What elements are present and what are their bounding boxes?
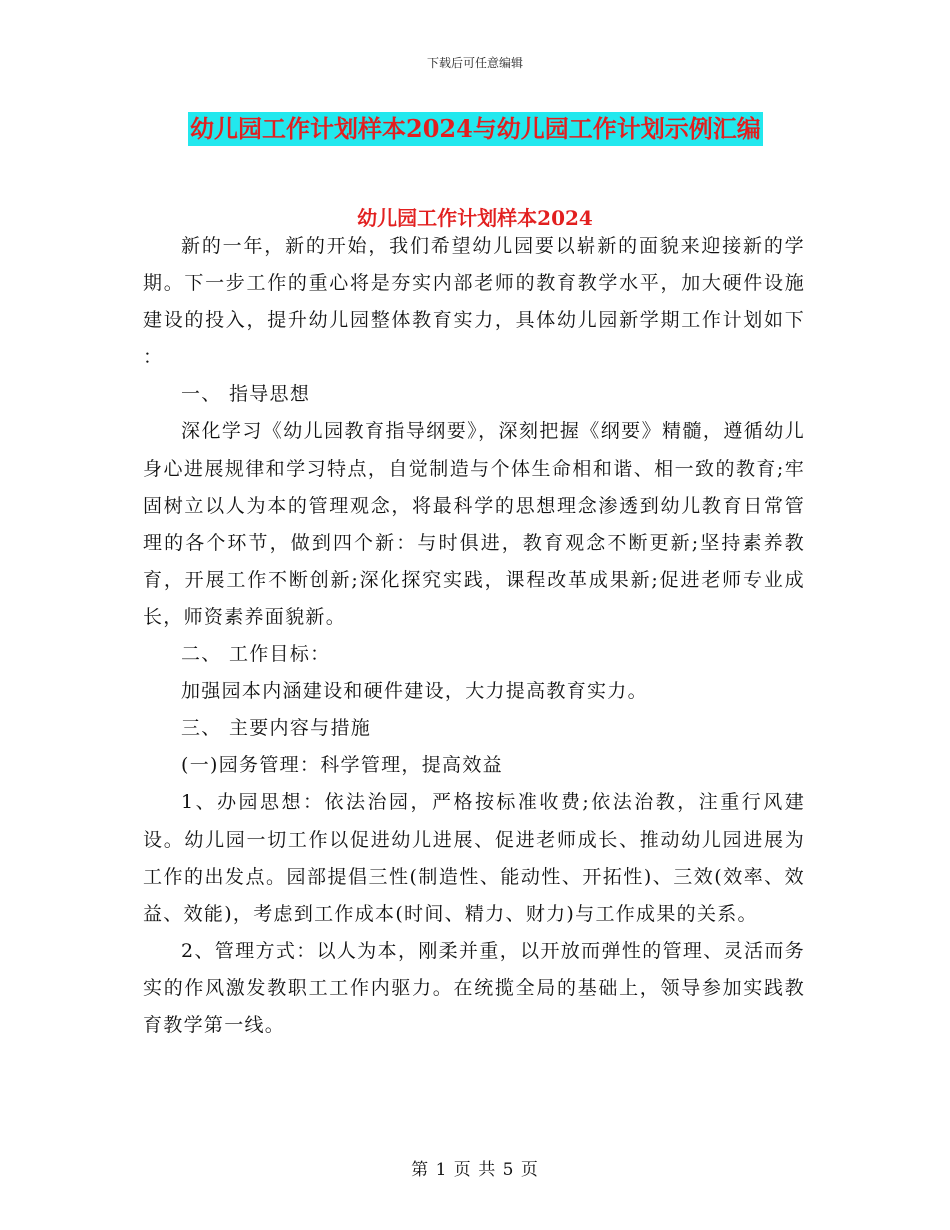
header-note: 下载后可任意编辑 bbox=[426, 56, 523, 70]
paragraph-work-goal: 加强园本内涵建设和硬件建设，大力提高教育实力。 bbox=[181, 680, 648, 703]
paragraph-intro: 新的一年，新的开始，我们希望幼儿园要以崭新的面貌来迎接新的学期。下一步工作的重心将是夯实内部老师的教育教学水平，加大硬件设施建设的投入，提升幼儿园整体教育实力，具体幼儿园新学期工作计划如下 ： bbox=[143, 235, 805, 369]
paragraph-management-style: 2、管理方式：以人为本，刚柔并重，以开放而弹性的管理、灵活而务实的作风激发教职工工作内驱力。在统揽全局的基础上，领导参加实践教育教学第一线。 bbox=[143, 939, 805, 1036]
paragraph-school-philosophy: 1、办园思想：依法治园，严格按标准收费;依法治教，注重行风建设。幼儿园一切工作以促进幼儿进展、促进老师成长、推动幼儿园进展为工作的出发点。园部提倡三性(制造性、能动性、开拓性)、三效(效率、效益、效能)，考虑到工作成本(时间、精力、财力)与工作成果的关系。 bbox=[143, 791, 805, 925]
heading-main-content: 三、 主要内容与措施 bbox=[181, 717, 372, 740]
document-title: 幼儿园工作计划样本2024与幼儿园工作计划示例汇编 bbox=[188, 112, 763, 146]
paragraph-guiding-thought: 深化学习《幼儿园教育指导纲要》，深刻把握《纲要》精髓，遵循幼儿身心进展规律和学习特点，自觉制造与个体生命相和谐、相一致的教育;牢固树立以人为本的管理观念，将最科学的思想理念渗透到幼儿教育日常管理的各个环节，做到四个新：与时俱进，教育观念不断更新;坚持素养教育，开展工作不断创新;深化探究实践，课程改革成果新;促进老师专业成长，师资素养面貌新。 bbox=[143, 420, 805, 628]
subheading-management: (一)园务管理：科学管理，提高效益 bbox=[181, 754, 503, 777]
section-title: 幼儿园工作计划样本2024 bbox=[357, 206, 593, 230]
heading-work-goal: 二、 工作目标： bbox=[181, 643, 331, 666]
heading-guiding-thought: 一、 指导思想 bbox=[181, 383, 311, 406]
page-number: 第 1 页 共 5 页 bbox=[411, 1160, 539, 1180]
document-body bbox=[143, 228, 805, 1044]
